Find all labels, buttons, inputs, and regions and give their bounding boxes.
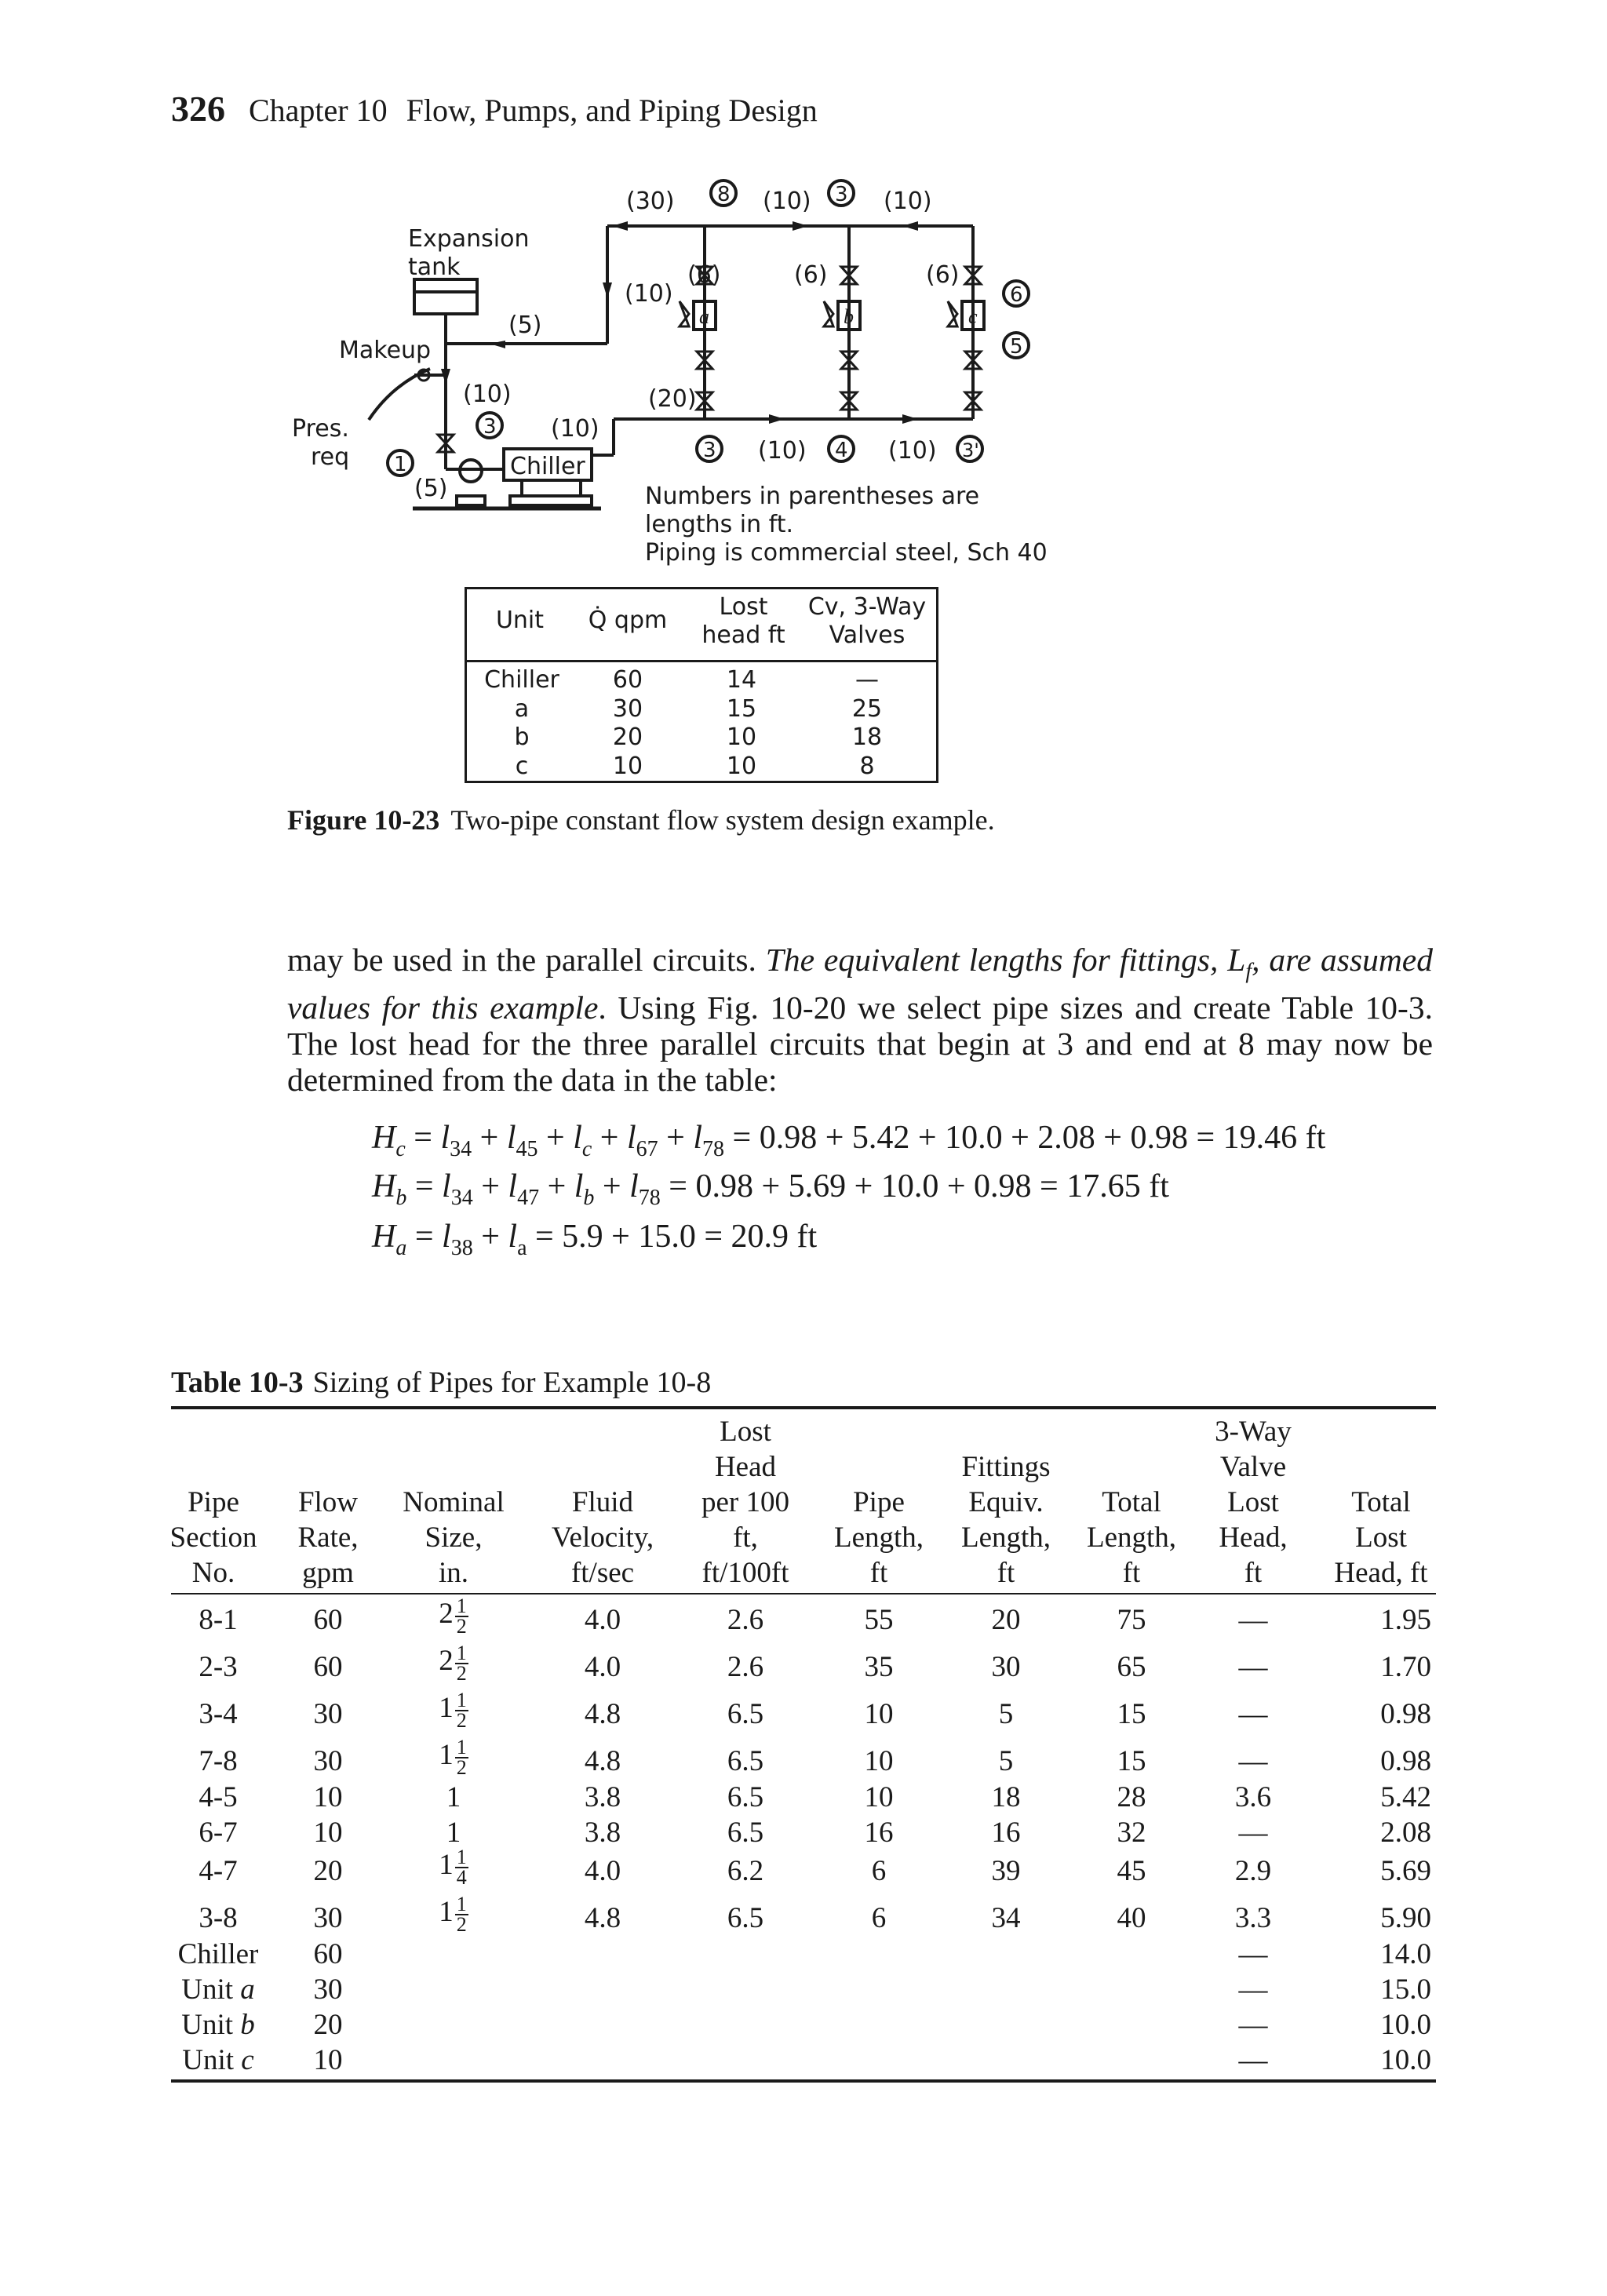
size-whole: 1	[439, 1739, 454, 1771]
inset-cell: 20	[612, 723, 643, 751]
table-cell-flow: 20	[313, 1855, 343, 1887]
table-column-header-line: ft/sec	[570, 1557, 635, 1589]
table-column-header	[520, 1485, 685, 1591]
table-cell-total-head: 10.0	[1380, 2044, 1431, 2076]
table-cell-lost-per-100: 2.6	[727, 1651, 764, 1683]
table-cell-nominal-size	[383, 1690, 524, 1730]
table-cell-fit-len: 18	[991, 1781, 1021, 1813]
table-column-header-line: ft,	[733, 1522, 758, 1554]
table-column-header-line: Equiv.	[968, 1486, 1044, 1518]
size-fraction	[455, 1845, 468, 1889]
table-column-header-line: Fluid	[571, 1486, 634, 1518]
table-cell-total-head: 5.42	[1380, 1781, 1431, 1813]
figure-caption-label: Figure 10-23	[287, 804, 440, 836]
table-cell-pipe-len: 16	[864, 1817, 894, 1849]
table-cell-nominal-size	[383, 1780, 524, 1815]
table-cell-flow: 60	[313, 1604, 343, 1636]
table-cell-flow: 60	[313, 1938, 343, 1970]
table-column-header-line: per 100	[701, 1486, 789, 1518]
table-cell-pipe-len: 35	[864, 1651, 894, 1683]
table-cell-valve-head: —	[1238, 1604, 1268, 1636]
inset-header-lost-head-line2: head ft	[701, 621, 785, 649]
label-chiller: Chiller	[510, 453, 585, 480]
label-len-5-pump: (5)	[414, 475, 448, 502]
label-pres-req-1: Pres.	[292, 415, 349, 443]
table-cell-section	[171, 2007, 265, 2043]
unit-data-table	[465, 587, 938, 783]
table-column-header-line: Section	[169, 1522, 257, 1554]
table-cell-valve-head: —	[1238, 1651, 1268, 1683]
label-len-10-top-right: (10)	[884, 188, 932, 215]
size-fraction	[455, 1892, 468, 1936]
expansion-tank	[414, 279, 477, 314]
label-pres-req-2: req	[311, 443, 350, 471]
table-cell-total-len: 28	[1117, 1781, 1146, 1813]
table-column-header-line: Lost	[1355, 1522, 1407, 1554]
inset-header-lost-head-line1: Lost	[719, 593, 768, 621]
table-cell-section: 3-4	[199, 1698, 238, 1730]
table-column-header-line: ft	[997, 1557, 1015, 1589]
size-whole: 2	[439, 1598, 454, 1630]
table-cell-nominal-size	[383, 1643, 524, 1683]
table-column-header-line: Flow	[297, 1486, 359, 1518]
label-node-1: 1	[394, 453, 407, 476]
table-cell-total-len: 75	[1117, 1604, 1146, 1636]
table-cell-fit-len: 34	[991, 1902, 1021, 1934]
table-column-header-line: Pipe	[188, 1486, 239, 1518]
table-cell-nominal-size	[383, 1847, 524, 1887]
table-cell-nominal-size	[383, 1894, 524, 1934]
table-column-header-line: Head,	[1219, 1522, 1288, 1554]
table-column-header-line: ft	[1122, 1557, 1141, 1589]
size-fraction	[455, 1688, 468, 1732]
label-len-10-chiller: (10)	[551, 415, 599, 443]
size-fraction-numerator: 1	[456, 1594, 467, 1617]
flow-arrow	[793, 221, 808, 231]
table-column-header-line: No.	[191, 1557, 235, 1589]
unit-data-table-header	[467, 589, 936, 662]
label-node-3-supply: 3	[703, 439, 716, 462]
inset-cell: 25	[851, 694, 883, 723]
table-cell-lost-per-100: 6.5	[727, 1698, 764, 1730]
table-cell-lost-per-100: 6.5	[727, 1902, 764, 1934]
table-cell-flow: 10	[313, 1817, 343, 1849]
table-cell-total-len: 40	[1117, 1902, 1146, 1934]
table-cell-pipe-len: 6	[871, 1855, 887, 1887]
size-fraction	[455, 1735, 468, 1779]
table-column-header-line: Length,	[833, 1522, 924, 1554]
table-cell-section: 2-3	[199, 1651, 238, 1683]
table-cell-pipe-len: 10	[864, 1698, 894, 1730]
table-cell-total-head: 0.98	[1380, 1745, 1431, 1777]
table-column-header-line: ft	[869, 1557, 888, 1589]
table-cell-pipe-len: 10	[864, 1745, 894, 1777]
body-text-italic-2: , are assumed values for this example	[287, 942, 1433, 1026]
table-cell-velocity: 3.8	[584, 1817, 621, 1849]
label-len-5-tank: (5)	[508, 312, 542, 339]
inset-col-lost-head	[694, 666, 789, 781]
inset-header-unit: Unit	[495, 607, 545, 634]
table-cell-valve-head: —	[1238, 2044, 1268, 2076]
table-cell-fit-len: 39	[991, 1855, 1021, 1887]
table-cell-flow: 60	[313, 1651, 343, 1683]
table-cell-velocity: 4.0	[584, 1855, 621, 1887]
table-header-rule	[171, 1593, 1436, 1594]
table-cell-flow: 30	[313, 1698, 343, 1730]
table-cell-nominal-size	[383, 1815, 524, 1850]
label-node-6: 6	[1010, 283, 1023, 307]
table-column-header-line: ft	[1244, 1557, 1263, 1589]
table-cell-total-head: 5.90	[1380, 1902, 1431, 1934]
inset-cell: 15	[726, 694, 757, 723]
size-fraction-denominator: 2	[456, 1708, 467, 1732]
table-cell-lost-per-100: 6.5	[727, 1817, 764, 1849]
table-column-header-line: gpm	[302, 1557, 354, 1589]
table-cell-velocity: 4.0	[584, 1604, 621, 1636]
table-cell-valve-head: —	[1238, 1938, 1268, 1970]
body-text-italic-sub: f	[1245, 959, 1252, 984]
figure-caption-text: Two-pipe constant flow system design example.	[450, 804, 995, 836]
inset-col-cv	[812, 666, 922, 781]
table-cell-flow: 30	[313, 1973, 343, 2006]
table-cell-flow: 20	[313, 2009, 343, 2041]
table-cell-section-prefix: Unit	[181, 1973, 241, 2006]
label-len-30: (30)	[626, 188, 675, 215]
table-cell-pipe-len: 6	[871, 1902, 887, 1934]
figure-caption	[287, 804, 995, 836]
table-cell-lost-per-100: 6.2	[727, 1855, 764, 1887]
table-cell-velocity: 3.8	[584, 1781, 621, 1813]
table-top-rule	[171, 1406, 1436, 1409]
table-cell-total-head: 14.0	[1380, 1938, 1431, 1970]
label-node-3-left: 3	[483, 415, 497, 439]
inset-header-lost-head	[687, 593, 800, 650]
table-column-header-line: Fittings	[961, 1451, 1051, 1483]
size-fraction-numerator: 1	[456, 1735, 467, 1758]
size-fraction-numerator: 1	[456, 1845, 467, 1868]
table-cell-velocity: 4.8	[584, 1745, 621, 1777]
size-whole: 1	[446, 1781, 461, 1813]
table-column-header-line: Velocity,	[551, 1522, 654, 1554]
label-unit-c: c	[968, 305, 978, 328]
table-cell-total-len: 45	[1117, 1855, 1146, 1887]
size-fraction-denominator: 4	[456, 1865, 467, 1889]
equation-ha: $H_a = l_{38} + l_a = 5.9 + 15.0 = 20.9$ ft	[372, 1219, 818, 1260]
table-cell-flow: 10	[313, 1781, 343, 1813]
figure-note-3: Piping is commercial steel, Sch 40	[645, 539, 1048, 567]
table-cell-valve-head: —	[1238, 1817, 1268, 1849]
table-label: Table 10-3	[171, 1366, 304, 1399]
table-column-header	[1299, 1485, 1463, 1591]
table-cell-velocity: 4.8	[584, 1698, 621, 1730]
table-cell-section-prefix: Unit	[182, 2044, 242, 2076]
table-cell-velocity: 4.0	[584, 1651, 621, 1683]
inset-cell: —	[855, 666, 879, 694]
inset-cell: b	[514, 723, 530, 751]
label-len-10-riser: (10)	[625, 280, 673, 308]
label-len-10-left: (10)	[463, 381, 512, 408]
label-node-3p: 3'	[962, 439, 979, 461]
label-len-20: (20)	[648, 385, 697, 413]
size-fraction-numerator: 1	[456, 1688, 467, 1711]
table-column-header-line: Head, ft	[1334, 1557, 1428, 1589]
inset-cell: 60	[612, 666, 643, 694]
table-cell-section	[171, 2043, 265, 2078]
inset-cell: 8	[859, 752, 875, 780]
table-cell-nominal-size	[383, 1596, 524, 1636]
table-cell-valve-head: —	[1238, 1698, 1268, 1730]
table-column-header-line: 3-Way	[1215, 1416, 1292, 1448]
inset-cell: 14	[726, 666, 757, 694]
table-cell-pipe-len: 10	[864, 1781, 894, 1813]
table-cell-section: 4-5	[199, 1781, 238, 1813]
table-caption: Sizing of Pipes for Example 10-8	[312, 1366, 712, 1399]
page-number: 326	[171, 89, 225, 129]
table-column-header-line: in.	[438, 1557, 469, 1589]
table-cell-fit-len: 30	[991, 1651, 1021, 1683]
label-node-8: 8	[717, 183, 731, 206]
table-column-header-line: Pipe	[853, 1486, 905, 1518]
label-node-5: 5	[1010, 335, 1023, 359]
size-fraction	[455, 1594, 468, 1638]
table-cell-total-len: 32	[1117, 1817, 1146, 1849]
table-cell-pipe-len: 55	[864, 1604, 894, 1636]
table-column-header-line: Length,	[960, 1522, 1051, 1554]
table-column-header-line: Length,	[1086, 1522, 1177, 1554]
size-fraction-denominator: 2	[456, 1661, 467, 1685]
table-cell-total-len: 65	[1117, 1651, 1146, 1683]
table-cell-total-head: 5.69	[1380, 1855, 1431, 1887]
size-whole: 1	[439, 1849, 454, 1881]
inset-header-flow: Q̇ qpm	[588, 607, 668, 634]
table-column-header-line: Lost	[720, 1416, 771, 1448]
table-cell-section: 8-1	[199, 1604, 238, 1636]
table-cell-section	[171, 1972, 265, 2007]
label-len-10-supply-2: (10)	[888, 437, 937, 465]
body-text-2: . Using Fig. 10-20 we select pipe sizes and create Table 10-3. The lost head for the three parallel circuits that begin at 3 and end at 8 may now be determined from the data in the table:	[287, 989, 1434, 1099]
label-len-6-c: (6)	[926, 261, 960, 289]
chapter-label: Chapter 10	[249, 93, 388, 128]
table-cell-total-head: 1.95	[1380, 1604, 1431, 1636]
equation-hb: $H_b = l_{34} + l_{47} + l_b + l_{78} = 0.98 + 5.69 + 10.0 + 0.98 = 17.65$ ft	[372, 1168, 1169, 1210]
table-cell-lost-per-100: 6.5	[727, 1781, 764, 1813]
inset-header-cv	[796, 593, 938, 650]
table-cell-total-len: 15	[1117, 1745, 1146, 1777]
label-len-10-supply-1: (10)	[758, 437, 807, 465]
table-cell-velocity: 4.8	[584, 1902, 621, 1934]
figure-note-2: lengths in ft.	[645, 511, 794, 538]
label-node-4: 4	[835, 439, 848, 462]
table-column-header-line: Total	[1102, 1486, 1161, 1518]
table-cell-nominal-size	[383, 1737, 524, 1777]
table-column-header-line: Nominal	[403, 1486, 505, 1518]
table-cell-fit-len: 5	[998, 1698, 1014, 1730]
table-cell-lost-per-100: 6.5	[727, 1745, 764, 1777]
size-fraction	[455, 1641, 468, 1685]
equation-hc-rhs: = 0.98 + 5.42 + 10.0 + 2.08 + 0.98 = 19.46 ft	[732, 1120, 1326, 1156]
table-cell-total-head: 15.0	[1380, 1973, 1431, 2006]
inset-header-cv-line2: Valves	[829, 621, 906, 649]
inset-cell: 10	[612, 752, 643, 780]
inset-cell: Chiller	[484, 666, 559, 694]
size-whole: 1	[439, 1896, 454, 1928]
table-cell-section: Chiller	[177, 1938, 259, 1970]
table-cell-total-head: 2.08	[1380, 1817, 1431, 1849]
label-expansion-tank-1: Expansion	[408, 225, 530, 253]
equation-hc: $H_c = l_{34} + l_{45} + l_c + l_{67} + l_{78} = 0.98 + 5.42 + 10.0 + 2.08 + 0.98 = 19.46$ ft	[372, 1120, 1326, 1161]
table-cell-section-prefix: Unit	[181, 2009, 241, 2041]
table-column-header-line: Size,	[425, 1522, 483, 1554]
label-len-6-b: (6)	[794, 261, 828, 289]
inset-cell: a	[514, 694, 530, 723]
table-column-header-line: ft/100ft	[701, 1557, 789, 1589]
table-cell-flow: 30	[313, 1902, 343, 1934]
inset-header-cv-line1: Cv, 3-Way	[807, 593, 927, 621]
label-makeup: Makeup	[339, 337, 432, 364]
table-cell-valve-head: 3.6	[1234, 1781, 1272, 1813]
inset-cell: 10	[726, 752, 757, 780]
equation-hb-rhs: = 0.98 + 5.69 + 10.0 + 0.98 = 17.65 ft	[669, 1168, 1169, 1204]
body-paragraph	[287, 942, 1433, 1098]
body-text-1: may be used in the parallel circuits.	[287, 942, 756, 978]
table-cell-total-head: 10.0	[1380, 2009, 1431, 2041]
size-fraction-denominator: 2	[456, 1912, 467, 1936]
label-unit-b: b	[844, 305, 854, 328]
table-column-header	[371, 1485, 536, 1591]
table-cell-fit-len: 16	[991, 1817, 1021, 1849]
table-column-header-line: Rate,	[297, 1522, 359, 1554]
table-cell-section-unit: a	[240, 1973, 255, 2006]
body-text-italic: The equivalent lengths for fittings, L	[765, 942, 1246, 978]
label-unit-a: a	[699, 305, 709, 328]
table-cell-lost-per-100: 2.6	[727, 1604, 764, 1636]
table-cell-fit-len: 5	[998, 1745, 1014, 1777]
inset-cell: 10	[726, 723, 757, 751]
inset-col-unit	[475, 666, 569, 781]
table-cell-section: 3-8	[199, 1902, 238, 1934]
table-bottom-rule	[171, 2079, 1436, 2083]
inset-col-flow	[585, 666, 671, 781]
size-fraction-denominator: 2	[456, 1614, 467, 1638]
table-cell-flow: 30	[313, 1745, 343, 1777]
table-cell-section-unit: b	[240, 2009, 255, 2041]
inset-cell: 18	[851, 723, 883, 751]
size-fraction-denominator: 2	[456, 1755, 467, 1779]
table-column-header-line: Head	[714, 1451, 777, 1483]
table-cell-valve-head: —	[1238, 2009, 1268, 2041]
table-cell-section: 7-8	[199, 1745, 238, 1777]
size-whole: 1	[446, 1817, 461, 1849]
table-cell-valve-head: —	[1238, 1973, 1268, 2006]
inset-cell: c	[515, 752, 529, 780]
table-column-header-line: Total	[1351, 1486, 1411, 1518]
table-title	[171, 1365, 711, 1400]
table-cell-section-unit: c	[241, 2044, 254, 2076]
table-cell-valve-head: 3.3	[1234, 1902, 1272, 1934]
table-cell-fit-len: 20	[991, 1604, 1021, 1636]
size-whole: 1	[439, 1692, 454, 1724]
table-cell-section: 4-7	[199, 1855, 238, 1887]
label-expansion-tank-2: tank	[408, 253, 461, 281]
table-cell-valve-head: 2.9	[1234, 1855, 1272, 1887]
equation-ha-rhs: = 5.9 + 15.0 = 20.9 ft	[535, 1219, 818, 1255]
label-node-3-top: 3	[835, 183, 848, 206]
table-cell-total-len: 15	[1117, 1698, 1146, 1730]
table-cell-total-head: 1.70	[1380, 1651, 1431, 1683]
label-len-6-a: (6)	[687, 261, 721, 289]
inset-cell: 30	[612, 694, 643, 723]
label-len-10-top-mid: (10)	[763, 188, 811, 215]
figure-note-1: Numbers in parentheses are	[645, 483, 980, 510]
size-whole: 2	[439, 1645, 454, 1677]
size-fraction-numerator: 1	[456, 1641, 467, 1664]
table-cell-section: 6-7	[199, 1817, 238, 1849]
table-column-header-line: Lost	[1227, 1486, 1279, 1518]
table-cell-total-head: 0.98	[1380, 1698, 1431, 1730]
table-cell-valve-head: —	[1238, 1745, 1268, 1777]
table-cell-flow: 10	[313, 2044, 343, 2076]
chapter-title: Flow, Pumps, and Piping Design	[406, 93, 818, 128]
size-fraction-numerator: 1	[456, 1892, 467, 1915]
table-column-header-line: Valve	[1219, 1451, 1287, 1483]
